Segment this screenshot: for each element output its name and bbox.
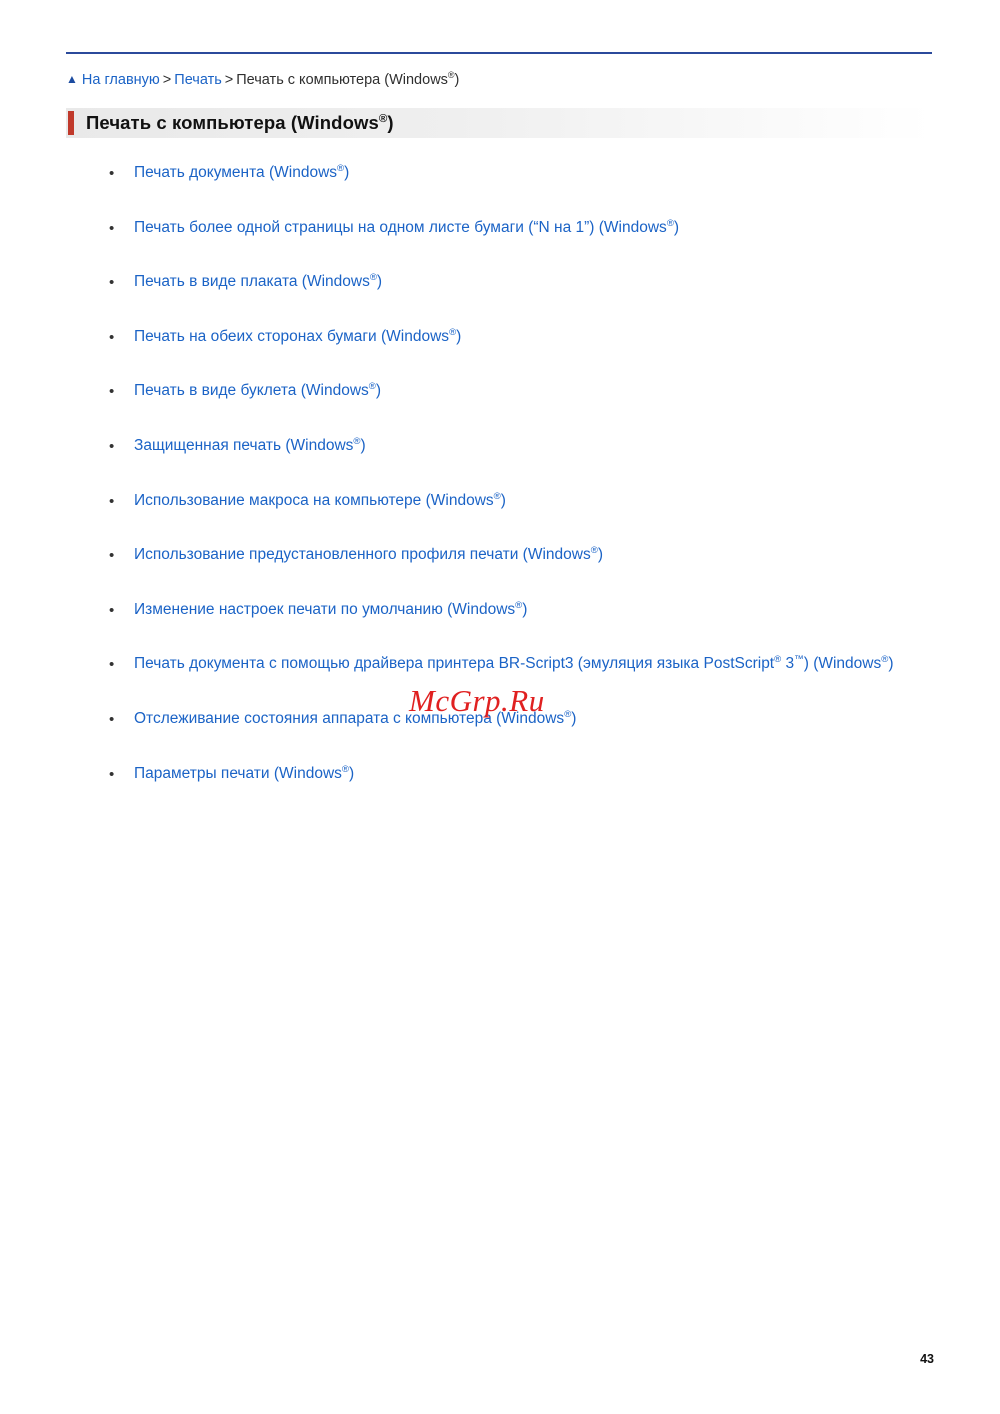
link-text: Печать документа (Windows (134, 164, 338, 181)
registered-mark: ® (564, 708, 572, 720)
link-print-poster[interactable] (134, 273, 382, 290)
breadcrumb-section-link[interactable]: Печать (174, 72, 222, 88)
link-text: Использование предустановленного профиля печати (Windows (134, 546, 591, 564)
link-text: Печать в виде плаката (Windows (134, 273, 370, 291)
list-item (100, 761, 900, 786)
bullet-icon: • (109, 547, 115, 565)
bullet-icon: • (109, 765, 115, 783)
link-print-booklet[interactable] (134, 382, 381, 399)
list-item (100, 215, 900, 240)
breadcrumb-current (236, 72, 459, 88)
link-text: ) (888, 655, 894, 673)
registered-mark: ® (378, 112, 388, 125)
page-title-suffix: ) (387, 112, 394, 133)
link-text: ) (571, 710, 577, 728)
link-text: ) (Windows (803, 655, 882, 673)
breadcrumb-current-text: Печать с компьютера (Windows (236, 72, 448, 88)
link-print-document[interactable] (134, 164, 349, 181)
link-text: ) (500, 491, 506, 509)
list-item (100, 651, 900, 676)
link-use-preset-profile[interactable] (134, 546, 603, 563)
topic-link-list (100, 160, 900, 815)
bullet-icon: • (109, 165, 115, 182)
watermark: McGrp.Ru (409, 683, 545, 718)
bullet-icon: • (109, 656, 115, 674)
link-text: ) (673, 218, 680, 236)
link-print-n-in-1[interactable] (134, 219, 679, 236)
breadcrumb-home-link[interactable]: На главную (81, 72, 160, 88)
bullet-icon: • (109, 219, 115, 237)
bullet-icon: • (109, 383, 115, 401)
link-monitor-status[interactable] (134, 710, 576, 727)
registered-mark: ® (774, 654, 782, 666)
registered-mark: ® (493, 490, 501, 502)
bullet-icon: • (109, 328, 115, 346)
link-text: ) (375, 382, 382, 400)
link-text: ) (360, 437, 366, 455)
link-use-macro[interactable] (134, 492, 506, 509)
registered-mark: ® (341, 763, 349, 775)
link-text: ) (597, 546, 603, 564)
list-item (100, 542, 900, 567)
registered-mark: ® (368, 381, 376, 393)
link-text: Использование макроса на компьютере (Windows (134, 491, 494, 509)
link-text: Изменение настроек печати по умолчанию (Windows (134, 600, 516, 618)
bullet-icon: • (109, 438, 115, 456)
list-item (100, 160, 900, 185)
home-icon: ▲ (66, 72, 78, 86)
bullet-icon: • (109, 711, 115, 729)
bullet-icon: • (109, 601, 115, 619)
link-text: Защищенная печать (Windows (134, 437, 354, 455)
page-number: 43 (920, 1352, 934, 1366)
list-item (100, 324, 900, 349)
bullet-icon: • (109, 274, 115, 292)
link-print-br-script3[interactable] (134, 655, 894, 672)
registered-mark: ® (515, 599, 523, 611)
link-text: ) (376, 273, 383, 291)
page-title-text: Печать с компьютера (Windows (86, 112, 379, 133)
link-text: ) (344, 164, 350, 181)
list-item (100, 706, 900, 731)
breadcrumb (66, 72, 459, 88)
list-item (100, 378, 900, 403)
link-print-duplex[interactable] (134, 328, 461, 345)
link-secure-print[interactable] (134, 437, 366, 454)
registered-mark: ® (447, 70, 455, 81)
title-accent-bar (68, 111, 74, 135)
registered-mark: ® (369, 272, 377, 284)
registered-mark: ® (590, 545, 598, 557)
breadcrumb-separator-2: > (224, 72, 234, 88)
link-text: Печать на обеих сторонах бумаги (Windows (134, 327, 450, 345)
link-text: Печать в виде буклета (Windows (134, 382, 369, 400)
registered-mark: ® (881, 654, 889, 666)
link-print-settings[interactable] (134, 765, 354, 782)
registered-mark: ® (666, 217, 674, 229)
breadcrumb-separator-1: > (162, 72, 172, 88)
list-item (100, 488, 900, 513)
header-rule (66, 52, 932, 54)
link-text: ) (456, 327, 462, 345)
page-title-bar (66, 108, 932, 138)
link-text: 3 (781, 655, 795, 673)
link-text: ) (522, 600, 528, 618)
list-item (100, 269, 900, 294)
trademark-mark: ™ (794, 654, 804, 666)
link-text: Печать документа с помощью драйвера принтера BR-Script3 (эмуляция языка PostScript (134, 655, 775, 673)
link-text: Печать более одной страницы на одном листе бумаги (“N на 1”) (Windows (134, 218, 667, 236)
page-title (86, 112, 394, 134)
breadcrumb-current-suffix: ) (454, 72, 460, 88)
link-text: Параметры печати (Windows (134, 764, 342, 782)
list-item (100, 433, 900, 458)
link-text: Отслеживание состояния аппарата с компьютера (Windows (134, 710, 565, 728)
registered-mark: ® (337, 162, 345, 174)
registered-mark: ® (449, 326, 457, 338)
link-change-default-settings[interactable] (134, 601, 527, 618)
link-text: ) (348, 764, 355, 782)
list-item (100, 597, 900, 622)
registered-mark: ® (353, 435, 361, 447)
bullet-icon: • (109, 492, 115, 510)
